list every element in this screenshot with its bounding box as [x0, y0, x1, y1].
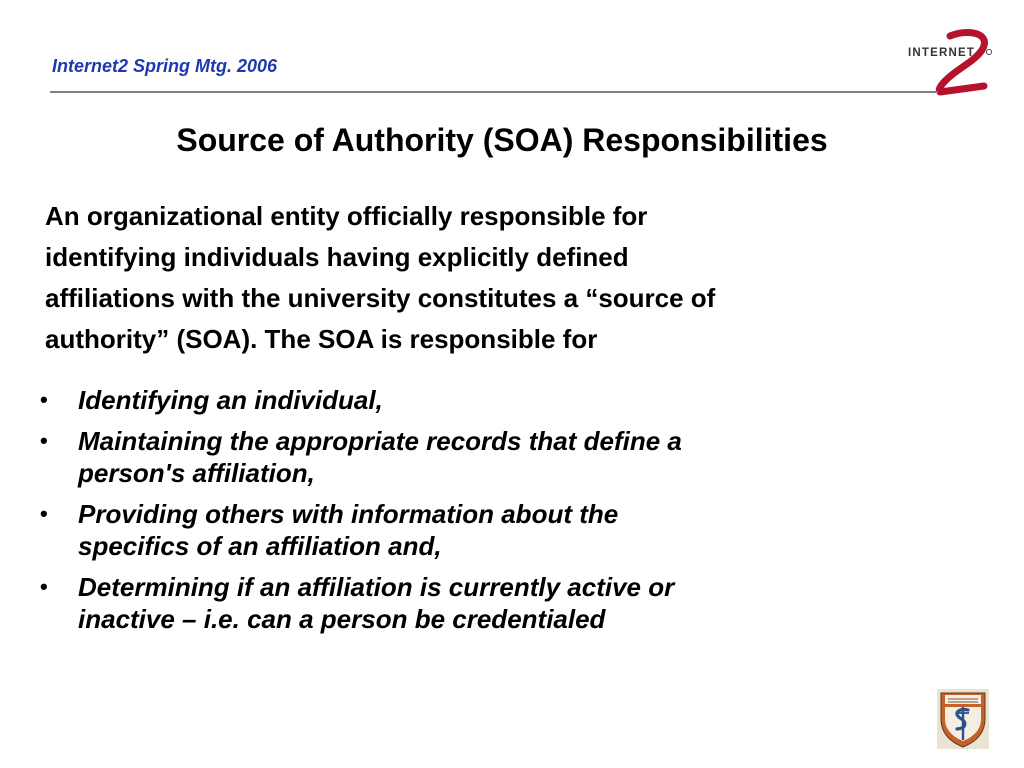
list-item-text: Providing others with information about the	[78, 499, 619, 529]
intro-line: affiliations with the university constitutes a “source of	[45, 283, 716, 313]
intro-line: authority” (SOA). The SOA is responsible for	[45, 324, 598, 354]
intro-paragraph	[45, 196, 965, 360]
svg-text:INTERNET: INTERNET	[908, 47, 976, 59]
list-item-text: person's affiliation,	[78, 458, 315, 488]
bullet-icon: •	[40, 574, 48, 599]
bullet-icon: •	[40, 428, 48, 453]
list-item	[0, 425, 960, 489]
list-item-text: inactive – i.e. can a person be credentialed	[78, 604, 606, 634]
internet2-logo-icon	[906, 28, 994, 98]
bullet-icon: •	[40, 387, 48, 412]
meeting-header: Internet2 Spring Mtg. 2006	[52, 56, 278, 76]
slide-title: Source of Authority (SOA) Responsibilities	[176, 122, 828, 158]
header-divider	[50, 91, 938, 93]
list-item	[0, 498, 960, 562]
intro-line: identifying individuals having explicitly defined	[45, 242, 629, 272]
list-item	[0, 384, 960, 416]
list-item-text: Determining if an affiliation is currently active or	[78, 572, 675, 602]
intro-line: An organizational entity officially responsible for	[45, 201, 648, 231]
list-item-text: specifics of an affiliation and,	[78, 531, 442, 561]
list-item	[0, 571, 960, 635]
list-item-text: Maintaining the appropriate records that define a	[78, 426, 682, 456]
bullet-icon: •	[40, 501, 48, 526]
responsibilities-list	[0, 384, 960, 644]
university-seal-icon	[937, 689, 989, 749]
list-item-text: Identifying an individual,	[78, 385, 383, 415]
